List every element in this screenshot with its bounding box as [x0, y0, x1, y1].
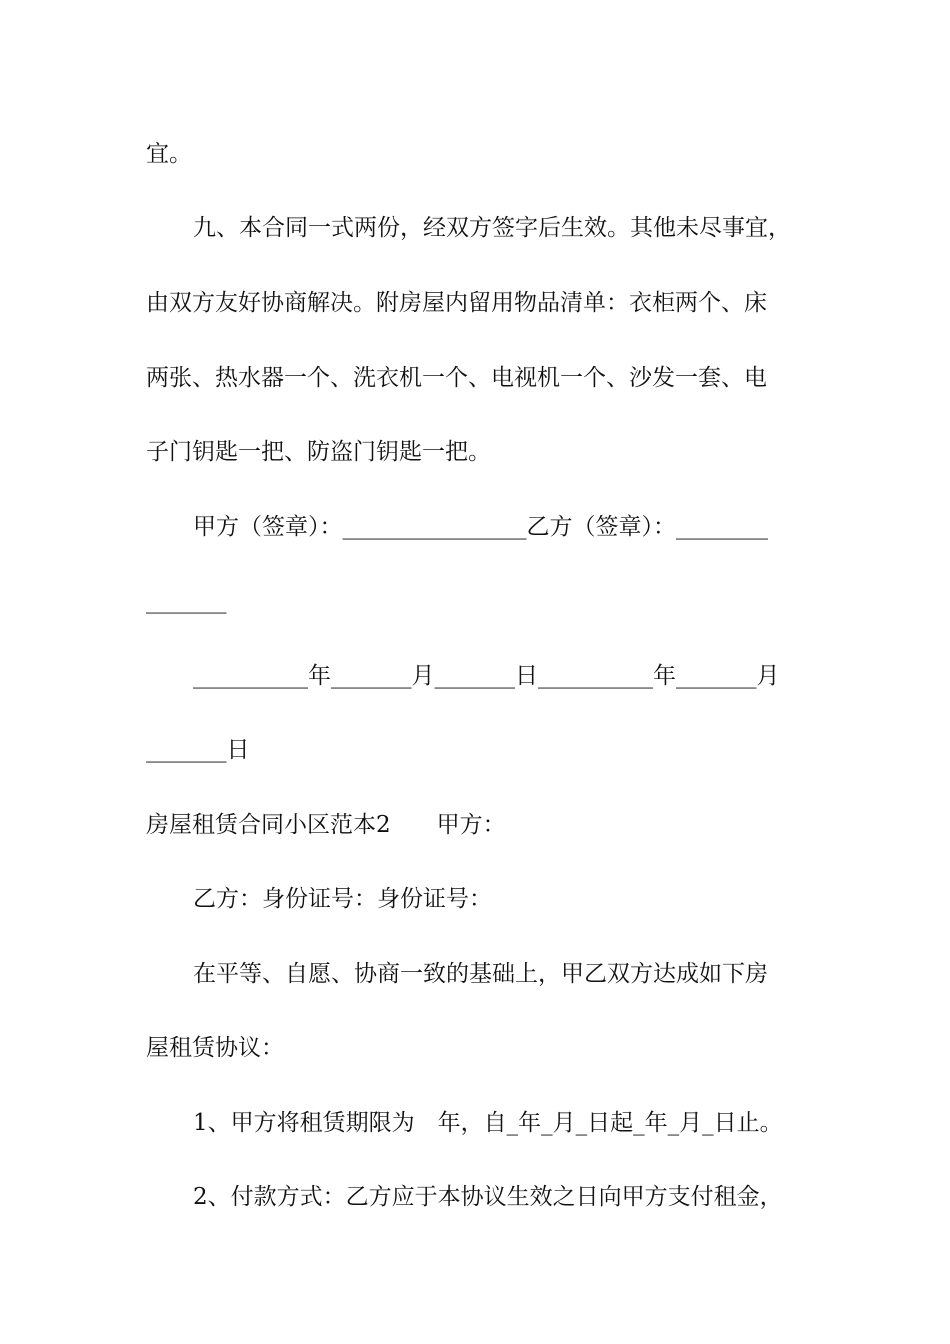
section-title: 房屋租赁合同小区范本2 甲方： [146, 812, 506, 838]
party-b-line: 乙方：身份证号：身份证号： [193, 886, 492, 912]
clause-2-text: 2、付款方式：乙方应于本协议生效之日向甲方支付租金， [193, 1184, 783, 1210]
preamble-text: 在平等、自愿、协商一致的基础上，甲乙双方达成如下房 [193, 961, 768, 987]
date-line-continued: _______日 [146, 737, 250, 763]
text-line: 宜。 [146, 141, 192, 167]
text-line: 屋租赁协议： [146, 1035, 284, 1061]
text-line: 子门钥匙一把、防盗门钥匙一把。 [146, 439, 491, 465]
signature-line: 甲方（签章）：________________乙方（签章）：________ [193, 514, 768, 540]
signature-line-continued: _______ [146, 588, 227, 614]
clause-1-text: 1、甲方将租赁期限为 年，自_年_月_日起_年_月_日止。 [193, 1110, 783, 1136]
text-line: 由双方友好协商解决。附房屋内留用物品清单：衣柜两个、床 [146, 290, 767, 316]
text-line: 两张、热水器一个、洗衣机一个、电视机一个、沙发一套、电 [146, 365, 767, 391]
date-line: __________年_______月_______日__________年_______月 [193, 663, 780, 689]
clause-9-text: 九、本合同一式两份，经双方签字后生效。其他未尽事宜， [193, 215, 791, 241]
